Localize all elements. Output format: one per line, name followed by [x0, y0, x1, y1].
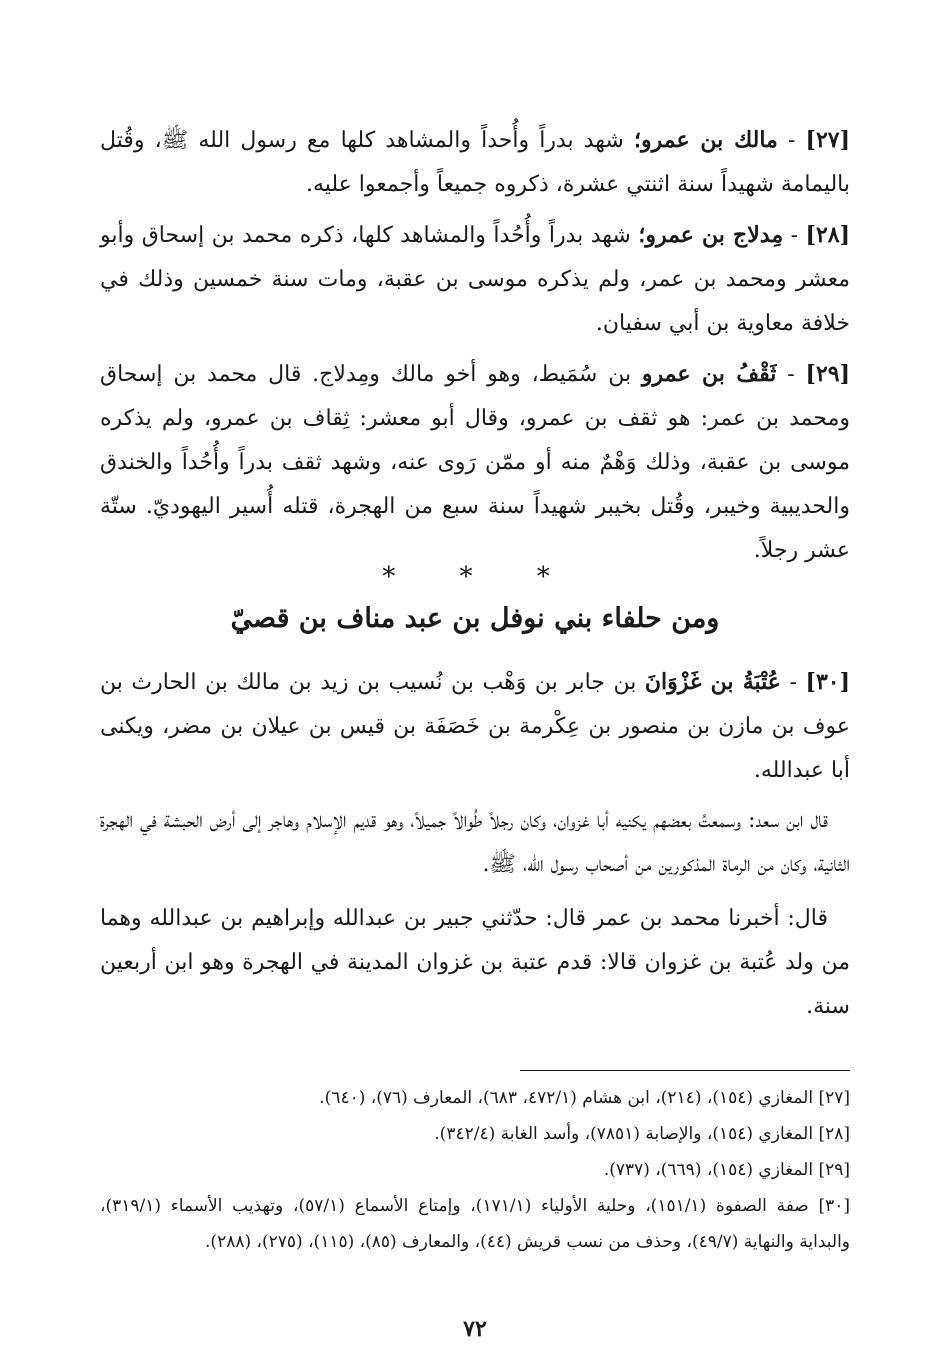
entry-28: [٢٨] - مِدلاج بن عمرو؛ شهد بدراً وأُحُداً والمشاهد كلها، ذكره محمد بن إسحاق وأبو معشر ومحمد بن عمر، ولم يذكره موسى بن عقبة، ومات سنة خمسين وذلك في خلافة معاوية بن أبي سفيان.	[100, 222, 851, 336]
entry-30: [٣٠] - عُتْبَةُ بن غَزْوَانَ بن جابر بن وَهْب بن نُسيب بن زيد بن مالك بن الحارث بن عوف بن مازن بن منصور بن عِكْرمة بن خَصَفَة بن قيس بن عيلان بن مضر، ويكنى أبا عبدالله.	[100, 669, 850, 783]
footnote: [٢٧] المغازي (١٥٤)، (٢١٤)، ابن هشام (٤٧٢/١، ٦٨٣)، المعارف (٧٦)، (٦٤٠).	[319, 1088, 850, 1108]
footnote: [٢٨] المغازي (١٥٤)، والإصابة (٧٨٥١)، وأسد الغابة (٣٤٢/٤).	[434, 1124, 850, 1144]
entry-29: [٢٩] - ثَقْفُ بن عمرو بن سُمَيط، وهو أخو مالك ومِدلاج. قال محمد بن إسحاق ومحمد بن عمر: هو ثقف بن عمرو، وقال أبو معشر: ثِقاف بن عمرو، ولم يذكره موسى بن عقبة، وذلك وَهْمٌ منه أو ممّن رَوى عنه، وشهد ثقف بدراً وأُحُداً والخندق والحديبية وخيبر، وقُتل بخيبر شهيداً سنة سبع من الهجرة، قتله أُسير اليهوديّ. ستّة عشر رجلاً.	[100, 361, 850, 563]
entry-name: عُتْبَةُ بن غَزْوَانَ	[644, 669, 781, 695]
section-heading: ومن حلفاء بني نوفل بن عبد مناف بن قصيّ	[230, 603, 720, 634]
footnotes	[100, 1080, 850, 1260]
paragraph: قال: أخبرنا محمد بن عمر قال: حدّثني جبير بن عبدالله وإبراهيم بن عبدالله وهما من ولد عُتبة بن غزوان قالا: قدم عتبة بن غزوان المدينة في الهجرة وهو ابن أربعين سنة.	[100, 906, 851, 1019]
entry-name: مالك بن عمرو؛	[634, 127, 778, 153]
section-separator: * * *	[382, 562, 578, 592]
entry-name: مِدلاج بن عمرو؛	[638, 222, 784, 248]
page-number: ٧٢	[463, 1316, 487, 1342]
entry-number: [٢٧]	[805, 127, 851, 153]
footnote: [٢٩] المغازي (١٥٤)، (٦٦٩)، (٧٣٧).	[603, 1160, 850, 1180]
footnote-divider	[520, 1070, 850, 1071]
entry-number: [٢٩]	[805, 361, 850, 387]
entry-number: [٣٠]	[805, 669, 850, 695]
paragraph: قال ابن سعد: وسمعتُ بعضهم يكنيه أبا غزوان، وكان رجلاً طُوالاً جميلاً، وهو قديم الإسلام وهاجر إلى أرض الحبشة في الهجرة الثانية، وكان من الرماة المذكورين من أصحاب رسول الله، ﷺ.	[100, 808, 850, 877]
entry-27: [٢٧] - مالك بن عمرو؛ شهد بدراً وأُحداً والمشاهد كلها مع رسول الله ﷺ، وقُتل باليمامة شهيداً سنة اثنتي عشرة، ذكروه جميعاً وأجمعوا عليه.	[100, 127, 851, 197]
entry-name: ثَقْفُ بن عمرو	[641, 361, 777, 387]
footnote: [٣٠] صفة الصفوة (١٥١/١)، وحلية الأولياء (١٧١/١)، وإمتاع الأسماع (٥٧/١)، وتهذيب الأسماء (٣١٩/١)، والبداية والنهاية (٤٩/٧)، وحذف من نسب قريش (٤٤)، والمعارف (٨٥)، (١١٥)، (٢٧٥)، (٢٨٨).	[100, 1196, 850, 1252]
entry-number: [٢٨]	[805, 222, 851, 248]
entry-text: شهد بدراً وأُحُداً والمشاهد كلها، ذكره محمد بن إسحاق وأبو معشر ومحمد بن عمر، ولم يذكره موسى بن عقبة، ومات سنة خمسين وذلك في خلافة معاوية بن أبي سفيان.	[100, 223, 850, 336]
main-text-bottom	[100, 660, 850, 1039]
entry-text: شهد بدراً وأُحداً والمشاهد كلها مع رسول الله ﷺ، وقُتل باليمامة شهيداً سنة اثنتي عشرة، ذكروه جميعاً وأجمعوا عليه.	[100, 128, 850, 197]
main-text-top	[100, 118, 850, 579]
entry-text: بن سُمَيط، وهو أخو مالك ومِدلاج. قال محمد بن إسحاق ومحمد بن عمر: هو ثقف بن عمرو، وقال أبو معشر: ثِقاف بن عمرو، ولم يذكره موسى بن عقبة، وذلك وَهْمٌ منه أو ممّن رَوى عنه، وشهد ثقف بدراً وأُحُداً والخندق والحديبية وخيبر، وقُتل بخيبر شهيداً سنة سبع من الهجرة، قتله أُسير اليهوديّ. ستّة عشر رجلاً.	[100, 362, 850, 563]
entry-text: بن جابر بن وَهْب بن نُسيب بن زيد بن مالك بن الحارث بن عوف بن مازن بن منصور بن عِكْرمة بن خَصَفَة بن قيس بن عيلان بن مضر، ويكنى أبا عبدالله.	[100, 670, 850, 783]
